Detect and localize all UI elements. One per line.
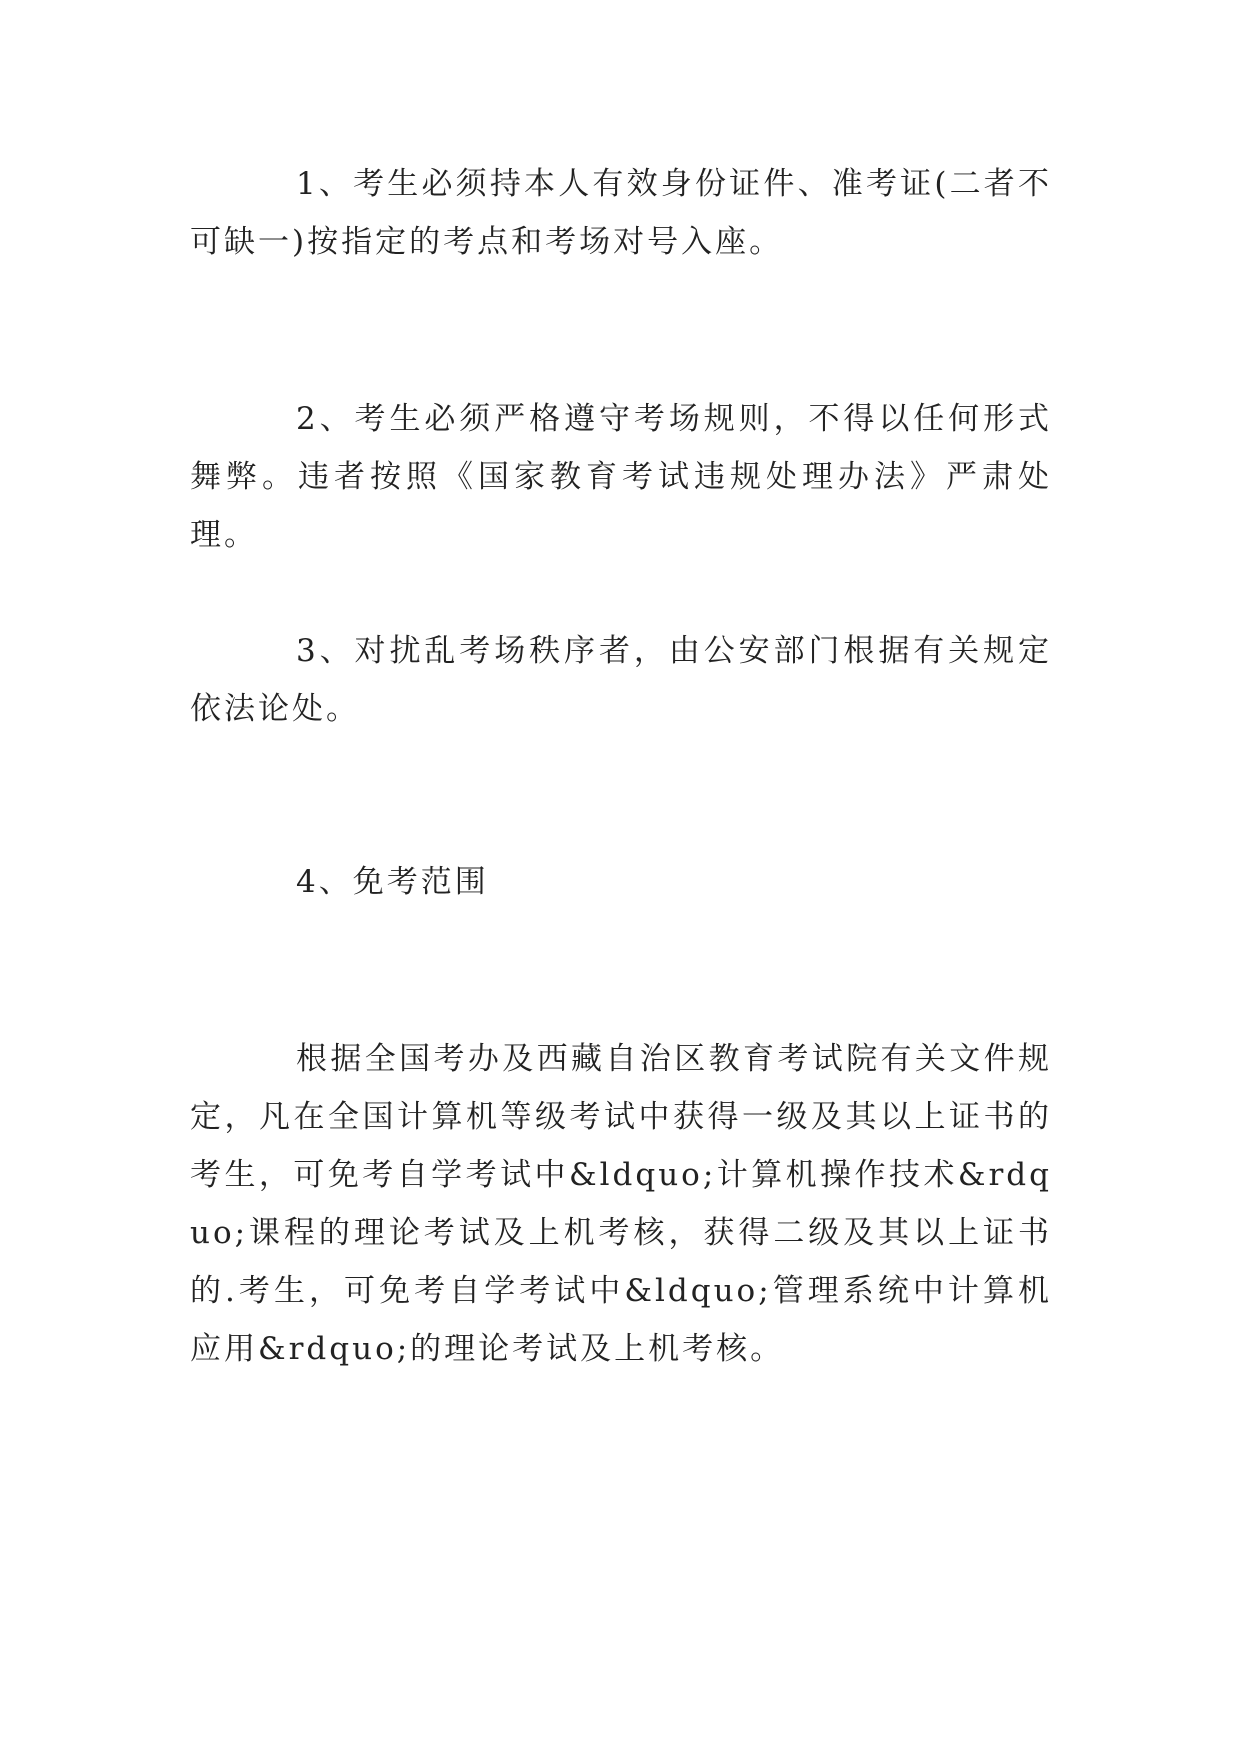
paragraph-rule-2: 2、考生必须严格遵守考场规则，不得以任何形式舞弊。违者按照《国家教育考试违规处理办法》严肃处理。: [190, 401, 1052, 553]
paragraph-rule-3: 3、对扰乱考场秩序者，由公安部门根据有关规定依法论处。: [190, 633, 1052, 727]
paragraph-exemption-details: 根据全国考办及西藏自治区教育考试院有关文件规定，凡在全国计算机等级考试中获得一级及其以上证书的考生，可免考自学考试中&ldquo;计算机操作技术&rdquo;课程的理论考试及上机考核，获得二级及其以上证书的.考生，可免考自学考试中&ldquo;管理系统中计算机应用&rdquo;的理论考试及上机考核。: [190, 1041, 1052, 1367]
paragraph-heading-exemption: 4、免考范围: [296, 864, 489, 900]
paragraph-rule-1: 1、考生必须持本人有效身份证件、准考证(二者不可缺一)按指定的考点和考场对号入座。: [190, 166, 1052, 260]
